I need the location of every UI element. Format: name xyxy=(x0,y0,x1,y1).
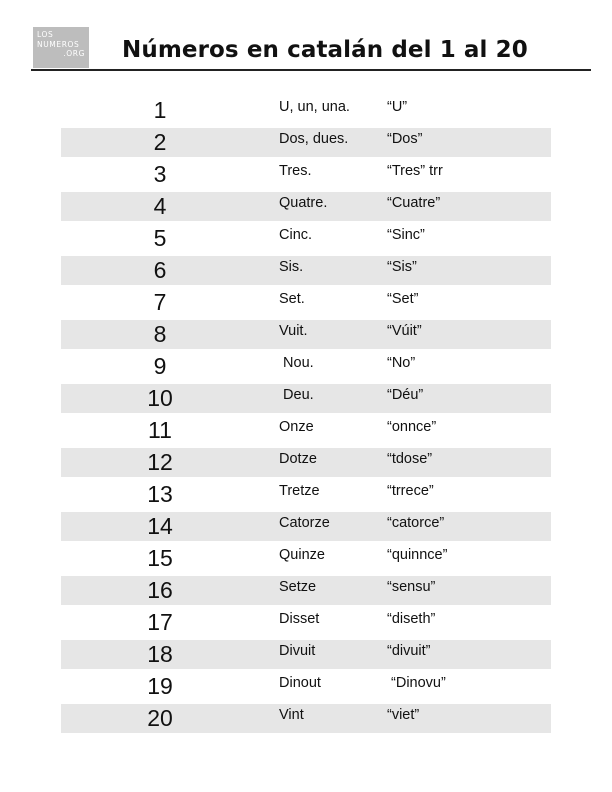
row-catalan-word: Dotze xyxy=(279,451,317,467)
table-row xyxy=(61,640,551,669)
row-number: 16 xyxy=(147,577,173,603)
row-pronunciation: “onnce” xyxy=(387,419,437,435)
row-pronunciation: “No” xyxy=(387,355,416,371)
title-divider xyxy=(31,69,591,71)
row-pronunciation: “Dos” xyxy=(387,131,423,147)
table-row xyxy=(61,192,551,221)
row-catalan-word: Disset xyxy=(279,611,320,627)
row-number: 2 xyxy=(153,129,167,155)
row-pronunciation: “diseth” xyxy=(387,611,436,627)
row-catalan-word: Vuit. xyxy=(279,323,308,339)
row-catalan-word: Vint xyxy=(279,707,304,723)
row-number: 1 xyxy=(153,97,167,123)
row-pronunciation: “viet” xyxy=(387,707,420,723)
table-row xyxy=(61,448,551,477)
table-row xyxy=(61,93,551,125)
page-title: Números en catalán del 1 al 20 xyxy=(122,37,528,63)
row-pronunciation: “Déu” xyxy=(387,387,424,403)
row-number: 7 xyxy=(153,289,167,315)
row-catalan-word: Cinc. xyxy=(279,227,313,243)
row-catalan-word: U, un, una. xyxy=(279,99,350,115)
row-pronunciation: “Sis” xyxy=(387,259,417,275)
table-row xyxy=(61,576,551,605)
table-row xyxy=(61,541,551,573)
row-number: 3 xyxy=(153,161,167,187)
row-catalan-word: Set. xyxy=(279,291,305,307)
row-catalan-word: Dinout xyxy=(279,675,321,691)
row-catalan-word: Sis. xyxy=(279,259,304,275)
table-row xyxy=(61,477,551,509)
row-pronunciation: “Vúit” xyxy=(387,323,422,339)
row-catalan-word: Tres. xyxy=(279,163,312,179)
row-number: 10 xyxy=(147,385,173,411)
table-row xyxy=(61,285,551,317)
row-catalan-word: Divuit xyxy=(279,643,316,659)
row-pronunciation: “catorce” xyxy=(387,515,445,531)
logo-line-los: LOS xyxy=(37,30,54,39)
row-number: 12 xyxy=(147,449,173,475)
row-pronunciation: “Cuatre” xyxy=(387,195,441,211)
row-pronunciation: “Set” xyxy=(387,291,419,307)
table-row xyxy=(61,256,551,285)
row-catalan-word: Nou. xyxy=(279,355,314,371)
row-number: 11 xyxy=(148,417,172,443)
table-row xyxy=(61,704,551,733)
table-row xyxy=(61,349,551,381)
logo-line-numeros: NUMEROS xyxy=(37,39,80,49)
row-number: 19 xyxy=(147,673,173,699)
table-row xyxy=(61,512,551,541)
table-row xyxy=(61,157,551,189)
row-number: 9 xyxy=(153,353,167,379)
row-catalan-word: Quatre. xyxy=(279,195,328,211)
row-pronunciation: “Sinc” xyxy=(387,227,425,243)
site-logo xyxy=(33,27,89,68)
numbers-table xyxy=(61,93,551,733)
logo-line-org: .ORG xyxy=(63,49,85,58)
row-pronunciation: “tdose” xyxy=(387,451,433,467)
row-number: 15 xyxy=(147,545,173,571)
row-catalan-word: Quinze xyxy=(279,547,325,563)
row-number: 5 xyxy=(153,225,167,251)
row-catalan-word: Tretze xyxy=(279,483,320,499)
row-pronunciation: “sensu” xyxy=(387,579,436,595)
row-pronunciation: “quinnce” xyxy=(387,547,448,563)
table-row xyxy=(61,384,551,413)
row-number: 17 xyxy=(147,609,173,635)
row-catalan-word: Onze xyxy=(279,419,314,435)
row-number: 14 xyxy=(147,513,173,539)
table-row xyxy=(61,605,551,637)
row-catalan-word: Dos, dues. xyxy=(279,131,349,147)
row-number: 8 xyxy=(153,321,167,347)
row-pronunciation: “divuit” xyxy=(387,643,431,659)
row-catalan-word: Setze xyxy=(279,579,317,595)
row-number: 4 xyxy=(153,193,167,219)
table-row xyxy=(61,320,551,349)
table-row xyxy=(61,221,551,253)
table-row xyxy=(61,413,551,445)
row-number: 6 xyxy=(153,257,167,283)
row-catalan-word: Catorze xyxy=(279,515,330,531)
row-pronunciation: “Tres” trr xyxy=(387,163,443,179)
table-row xyxy=(61,669,551,701)
row-pronunciation: “trrece” xyxy=(387,483,434,499)
table-row xyxy=(61,128,551,157)
row-number: 20 xyxy=(147,705,173,731)
row-number: 18 xyxy=(147,641,173,667)
row-pronunciation: “U” xyxy=(387,99,408,115)
row-catalan-word: Deu. xyxy=(279,387,314,403)
row-number: 13 xyxy=(147,481,173,507)
row-pronunciation: “Dinovu” xyxy=(387,675,446,691)
